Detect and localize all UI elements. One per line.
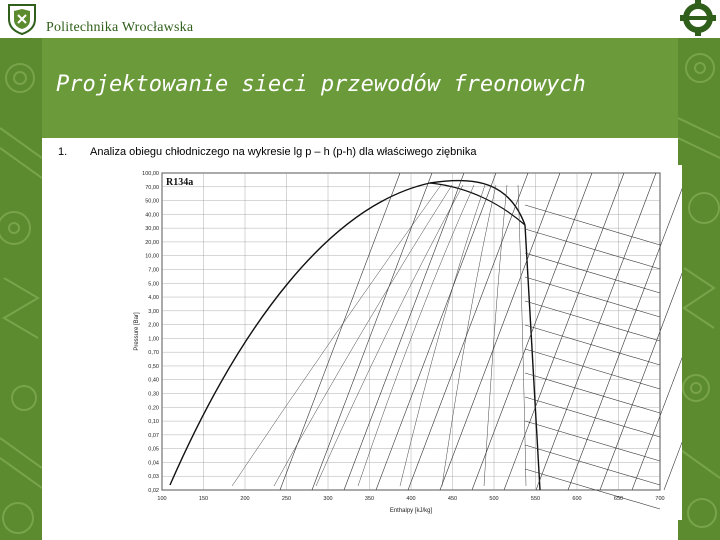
isentrope-line [536,173,656,490]
y-tick-label: 0,07 [148,432,159,439]
y-tick-label: 3,00 [148,308,159,315]
right-decorative-strip [678,38,720,540]
quality-line [274,185,452,486]
x-tick-label: 550 [530,496,541,502]
isotherm-line [525,325,660,365]
x-tick-label: 200 [240,496,250,502]
x-tick-label: 350 [364,496,375,502]
y-tick-label: 0,05 [148,446,159,453]
y-tick-label: 40,00 [145,212,159,219]
ph-diagram-svg [130,165,682,520]
isotherm-line [525,349,660,389]
isentrope-line [472,173,592,490]
isotherm-line [525,397,660,437]
quality-line [442,185,496,486]
y-tick-label: 2,00 [148,322,159,329]
x-tick-label: 450 [447,496,458,502]
university-name: Politechnika Wrocławska [46,20,194,35]
y-tick-label: 0,70 [148,350,159,357]
isentrope-line [632,173,682,490]
isentrope-line [312,173,432,490]
university-crest-icon [6,3,38,35]
y-tick-label: 0,04 [148,460,159,467]
y-tick-label: 0,10 [148,419,159,426]
y-tick-label: 0,30 [148,391,159,398]
mechanical-pattern-left [0,38,42,540]
x-tick-label: 150 [198,496,209,502]
quality-line [358,185,474,486]
isentrope-line [664,173,682,490]
isotherm-line [525,205,660,245]
x-tick-label: 100 [157,496,167,502]
quality-line [316,185,463,486]
y-tick-label: 50,00 [145,198,159,205]
y-tick-label: 70,00 [145,184,159,191]
isotherm-line [525,421,660,461]
y-tick-label: 0,50 [148,363,159,370]
x-tick-label: 650 [613,496,624,502]
isotherm-line [525,373,660,413]
refrigerant-label: R134a [166,177,194,188]
y-tick-label: 10,00 [145,253,159,260]
y-tick-label: 1,00 [148,336,159,343]
quality-line [484,185,507,486]
y-tick-label: 100,00 [142,171,159,177]
y-tick-label: 0,20 [148,405,159,412]
isentrope-line [504,173,624,490]
y-tick-label: 7,00 [148,267,159,274]
x-tick-label: 500 [489,496,499,502]
y-tick-label: 0,40 [148,377,159,384]
y-tick-label: 4,00 [148,295,159,302]
slide-title: Projektowanie sieci przewodów freonowych [56,72,586,97]
x-tick-label: 300 [323,496,333,502]
y-tick-label: 0,02 [148,488,159,494]
mechanical-pattern-right [678,38,720,540]
x-tick-label: 600 [572,496,582,502]
list-item-text: Analiza obiegu chłodniczego na wykresie lg p – h (p-h) dla właściwego ziębnika [90,146,477,158]
isentrope-line [440,173,560,490]
header-bar [0,0,720,38]
isentrope-line [280,173,400,490]
isentrope-line [568,173,682,490]
isentrope-line [376,173,496,490]
left-decorative-strip [0,38,42,540]
y-tick-label: 0,03 [148,474,159,481]
y-tick-label: 20,00 [145,239,159,246]
y-axis-label: Pressure [Bar] [134,312,140,351]
isotherm-line [525,253,660,293]
isotherm-line [525,469,660,509]
x-tick-label: 250 [281,496,292,502]
x-tick-label: 700 [655,496,665,502]
x-axis-label: Enthalpy [kJ/kg] [389,508,433,514]
y-tick-label: 5,00 [148,281,159,288]
list-item-number: 1. [58,146,68,158]
saturated-vapor-line [525,225,540,490]
saturated-liquid-line [170,180,525,485]
x-tick-label: 400 [406,496,416,502]
isotherm-line [525,229,660,269]
isotherm-line [525,301,660,341]
isentrope-line [408,173,528,490]
gear-logo-icon [680,0,716,36]
y-tick-label: 30,00 [145,226,159,233]
ph-diagram [130,165,682,520]
